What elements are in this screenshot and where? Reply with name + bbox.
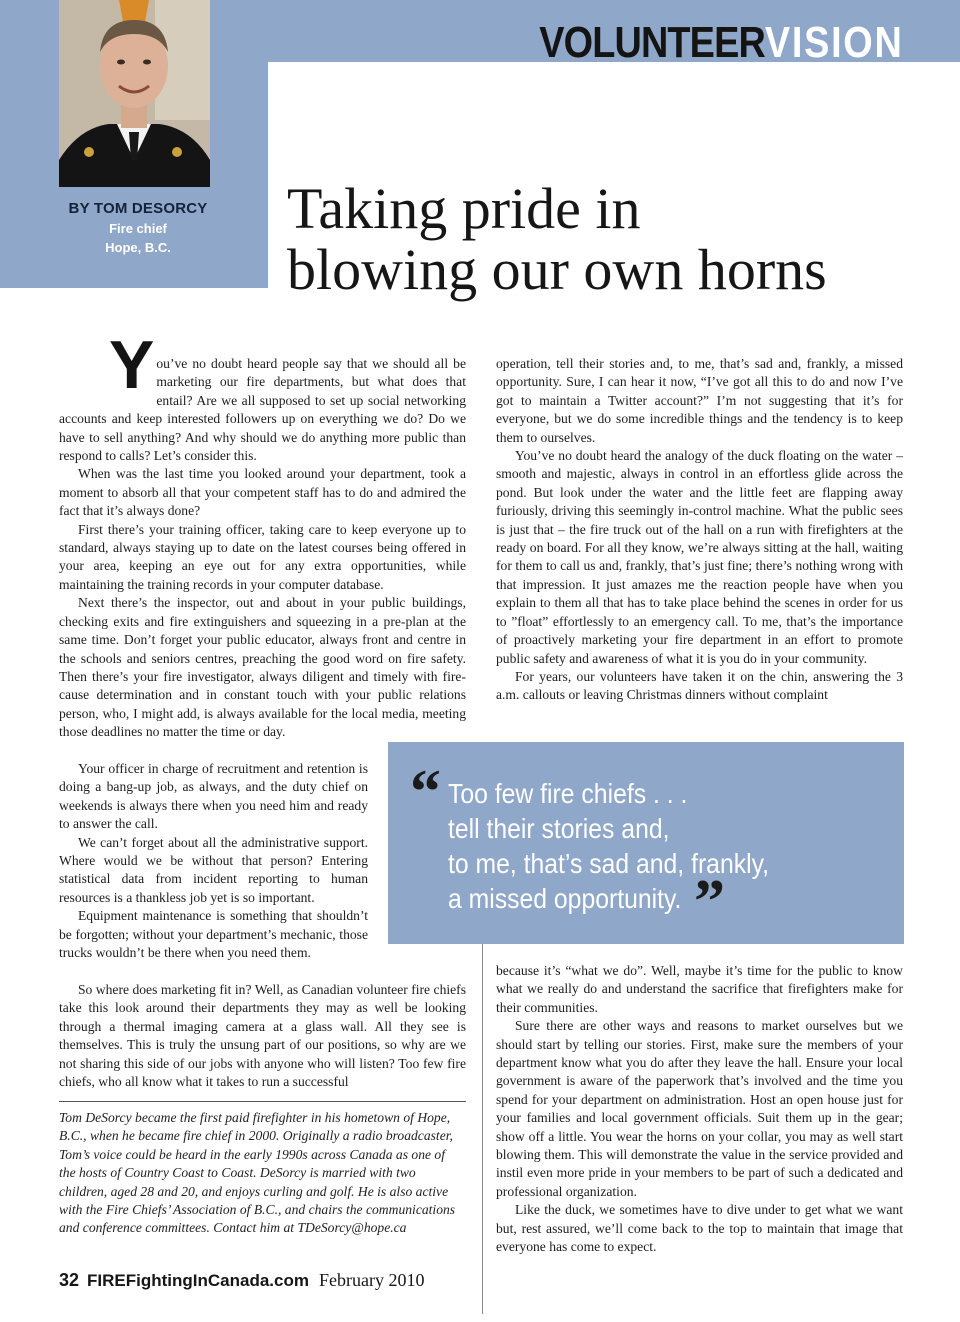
article-column-1 [59,327,466,742]
byline [40,200,236,257]
author-name: BY TOM DESORCY [68,200,208,217]
pull-quote-line: Too few fire chiefs . . . [448,778,688,809]
author-photo [59,0,210,187]
open-quote-mark: “ [410,758,441,826]
pull-quote-text [448,776,826,916]
headline-line-1: Taking pride in [287,176,641,241]
close-quote-mark: ” [694,868,725,936]
page-number: 32 [59,1270,80,1290]
page-footer [59,1270,424,1291]
paragraph: First there’s your training officer, taking care to keep everyone up to standard, always staying up to date on the latest courses being offered in your area, keeping an eye out for any extra opportunities, while maintaining the training records in your computer database. [59,521,466,592]
bio-divider [59,1101,466,1102]
article-column-1-narrow [59,760,368,962]
paragraph: Sure there are other ways and reasons to market ourselves but we should start by telling our stories. First, make sure the members of your department know what you do after they leave the hall. Ensure your local government is aware of the paperwork that’s involved and the time you spend for your department on administration. Host an open house just for your families and local government officials. Suit them up in the gear; show off a little. You wear the horns on your collar, you may as well start blowing them. This will demonstrate the value in the service provided and instil even more pride in your members to be part of such a dedicated and professional organization. [496,1018,903,1199]
paragraph: For years, our volunteers have taken it on the chin, answering the 3 a.m. callouts or leaving Christmas dinners without complaint [496,668,903,703]
masthead-vision: VISION [765,18,904,67]
pull-quote-line: to me, that’s sad and, frankly, [448,848,770,879]
article-headline [287,178,927,300]
pull-quote-line: a missed opportunity. [448,883,682,914]
paragraph: Equipment maintenance is something that shouldn’t be forgotten; without your department’s mechanic, those trucks wouldn’t be there when you need them. [59,908,368,961]
paragraph: We can’t forget about all the administrative support. Where would we be without that person? Entering statistical data from incident reporting to human resources is a thankless job yet is so important. [59,834,368,905]
paragraph: Like the duck, we sometimes have to dive under to get what we want but, rest assured, we’ll come back to the top to maintain that image that everyone has come to expect. [496,1202,903,1255]
drop-cap: Y [109,327,155,403]
section-masthead [540,20,904,66]
author-title: Fire chief [109,221,167,236]
paragraph: When was the last time you looked around your department, took a moment to absorb all that your competent staff has to do and admired the fact that it’s always done? [59,466,466,519]
author-location: Hope, B.C. [105,240,171,255]
paragraph: because it’s “what we do”. Well, maybe it’s time for the public to know what we really do and understand the sacrifice that firefighters make for their communities. [496,963,903,1015]
pull-quote [388,742,904,944]
article-column-1-bottom [59,981,466,1091]
article-column-2-bottom [496,962,903,1257]
paragraph: Your officer in charge of recruitment and retention is doing a bang-up job, as always, and the duty chief on weekends is always there when you need him and ready to answer the call. [59,761,368,832]
paragraph: So where does marketing fit in? Well, as Canadian volunteer fire chiefs take this look around their departments they may as well be looking through a thermal imaging camera at a glass wall. All they see is themselves. This is truly the unsung part of our positions, so why are we not sharing this side of our jobs with anyone who will listen? Too few fire chiefs, who all know what it takes to run a successful [59,982,466,1090]
paragraph-text: ou’ve no doubt heard people say that we should all be marketing our fire departments, but what does that entail? Are we all supposed to set up social networking accounts and keep interested followers up on everything we do? Do we have to sell anything? And why should we do anything more public than respond to calls? Let’s consider this. [59,356,466,464]
masthead-volunteer: VOLUNTEER [539,18,766,67]
article-column-2 [496,355,903,705]
pull-quote-line: tell their stories and, [448,813,670,844]
column-divider [482,944,483,1314]
paragraph [59,327,466,465]
paragraph: Next there’s the inspector, out and about in your public buildings, checking exits and fire extinguishers and squeezing in a pre-plan at the same time. Don’t forget your public educator, always front and centre in the schools and seniors centres, preaching the good word on fire safety. Then there’s your fire investigator, always diligent and timely with fire-cause determination and in constant touch with your public relations person, who, I might add, is always available for the local media, meeting those deadlines no matter the time or day. [59,595,466,740]
paragraph: operation, tell their stories and, to me, that’s sad and, frankly, a missed opportunity. Sure, I can hear it now, “I’ve got all this to do and now I’ve got to maintain a Twitter account?” I’m not suggesting that it’s for everyone, but we do some incredible things and the tendency is to keep them to ourselves. [496,356,903,445]
author-bio: Tom DeSorcy became the first paid firefighter in his hometown of Hope, B.C., when he became fire chief in 2000. Originally a radio broadcaster, Tom’s voice could be heard in the early 1990s across Canada as one of the hosts of Country Coast to Coast. DeSorcy is married with two children, aged 28 and 20, and enjoys curling and golf. He is also active with the Fire Chiefs’ Association of B.C., and chairs the communications and conference committees. Contact him at TDeSorcy@hope.ca [59,1110,456,1236]
publication-site: FIREFightingInCanada.com [87,1271,309,1290]
paragraph: You’ve no doubt heard the analogy of the duck floating on the water – smooth and majestic, always in control in an effortless glide across the pond. But look under the water and the little feet are flapping away furiously, driving this seemingly in-control machine. What the public sees is just that – the fire truck out of the hall on a run with firefighters at the ready on board. For all they know, we’re always sitting at the hall, waiting for them to call us and, frankly, that’s just fine; there’s nothing wrong with that impression. It just amazes me the reaction people have when you explain to them all that has to take place behind the scenes in order for us to ”float” effortlessly to an emergency call. To me, that’s the importance of proactively marketing your fire department in an effort to promote public safety and awareness of what it is you do in your community. [496,448,903,666]
headline-line-2: blowing our own horns [287,237,827,302]
issue-date: February 2010 [318,1270,425,1290]
